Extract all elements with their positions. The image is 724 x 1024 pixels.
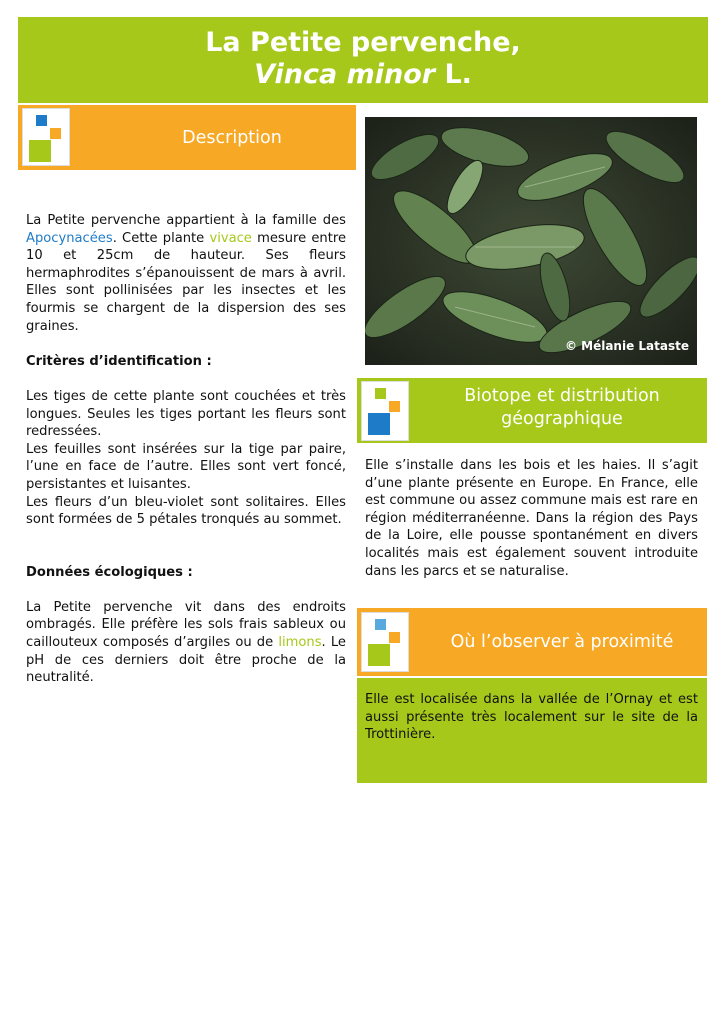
text-run: . Le pH de ces derniers doit être proche de la neutralité. xyxy=(26,635,346,686)
text-run: mesure entre 10 et 25cm de hauteur. Ses fleurs hermaphrodites s’épanouissent de mars à avril. Elles sont pollinisées par les insectes et les fourmis se chargent de la dispersion des ses graines. xyxy=(26,230,347,334)
observe-band xyxy=(357,608,707,676)
logo-square-blue xyxy=(375,619,386,630)
ecology-heading: Données écologiques : xyxy=(26,564,193,580)
periwinkle-leaves-image xyxy=(365,117,697,365)
description-paragraph xyxy=(26,212,346,335)
logo-square-blue xyxy=(368,413,390,435)
logo-square-blue xyxy=(36,115,47,126)
biotope-heading-line-1: Biotope et distribution xyxy=(464,386,660,406)
logo-square-green xyxy=(375,388,386,399)
logo-square-orange xyxy=(389,401,400,412)
photo-credit: © Mélanie Lataste xyxy=(564,339,689,353)
title-species: Vinca minor xyxy=(254,59,436,90)
limons-link[interactable]: limons xyxy=(278,635,322,651)
description-text xyxy=(26,212,346,687)
page-header xyxy=(18,17,708,103)
logo-square-green xyxy=(29,140,51,162)
biotope-band xyxy=(357,378,707,443)
biotope-heading-line-2: géographique xyxy=(501,409,623,429)
ecology-paragraph xyxy=(26,599,346,687)
logo-square-orange xyxy=(50,128,61,139)
description-heading: Description xyxy=(182,128,282,148)
biotope-text: Elle s’installe dans les bois et les haies. Il s’agit d’une plante présente en Europe. En France, elle est commune ou assez commune mais est rare en région méditerranéenne. Dans la région des Pays de la Loire, elle pousse spontanément en divers localités mais est également souvent introduite dans les parcs et se naturalise. xyxy=(365,458,698,579)
text-run: . Cette plante xyxy=(112,230,210,246)
criteria-text-3: Les fleurs d’un bleu-violet sont solitaires. Elles sont formées de 5 pétales tronqués au sommet. xyxy=(26,494,346,528)
criteria-heading: Critères d’identification : xyxy=(26,353,212,369)
observe-text: Elle est localisée dans la vallée de l’Ornay et est aussi présente très localement sur le site de la Trottinière. xyxy=(365,692,698,743)
logo-biotope xyxy=(361,381,409,441)
criteria-text-2: Les feuilles sont insérées sur la tige par paire, l’une en face de l’autre. Elles sont vert foncé, persistantes et luisantes. xyxy=(26,441,346,492)
family-link[interactable]: Apocynacées xyxy=(26,230,113,246)
observe-heading: Où l’observer à proximité xyxy=(450,632,674,652)
logo-square-green xyxy=(368,644,390,666)
logo-description xyxy=(22,108,70,166)
vivace-link[interactable]: vivace xyxy=(209,230,252,246)
text-run: La Petite pervenche appartient à la famille des xyxy=(26,213,346,228)
title-author: L. xyxy=(435,59,472,90)
logo-square-orange xyxy=(389,632,400,643)
title-line-1: La Petite pervenche, xyxy=(205,27,521,58)
logo-observe xyxy=(361,612,409,672)
text-run: La Petite pervenche vit dans des endroits ombragés. Elle préfère les sols frais sableux ou caillouteux composés d’argiles ou de xyxy=(26,599,346,651)
plant-photo xyxy=(365,117,697,365)
title-line-2 xyxy=(18,59,708,91)
criteria-text-1: Les tiges de cette plante sont couchées et très longues. Seules les tiges portant les fleurs sont redressées. xyxy=(26,388,346,440)
